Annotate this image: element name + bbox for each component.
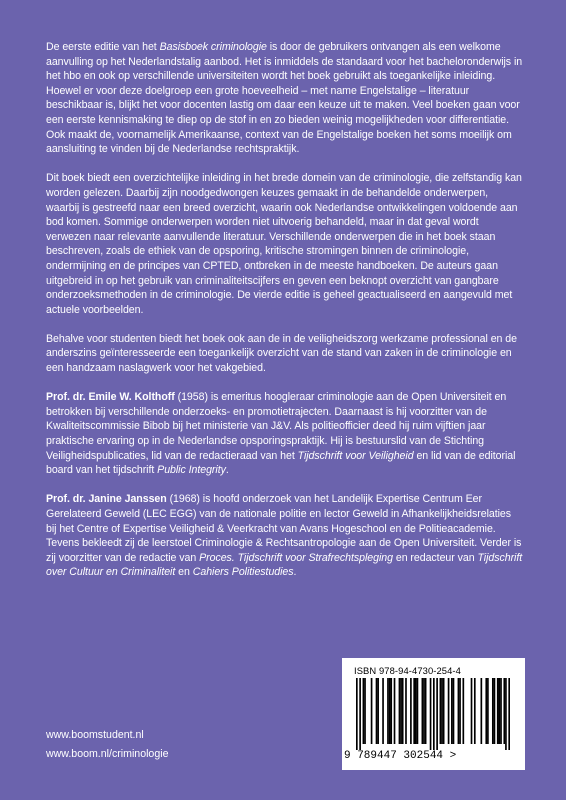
intro-text: De eerste editie van het: [46, 41, 160, 53]
isbn-digits: 9 789447 302544 >: [344, 750, 457, 762]
barcode-bar: [410, 678, 412, 744]
barcode-bar: [471, 678, 473, 744]
footer-links: [46, 726, 168, 764]
barcode-bar: [474, 678, 476, 744]
barcode-bar: [400, 678, 402, 744]
journal-title: Proces. Tijdschrift voor Strafrechtspleging: [199, 551, 393, 564]
barcode-bar: [423, 678, 425, 744]
barcode-bar: [422, 678, 424, 744]
author-bio-text: en redacteur van: [392, 551, 478, 564]
author-name: Prof. dr. Emile W. Kolthoff: [46, 391, 175, 404]
barcode-bar: [417, 678, 419, 744]
barcode-bar: [458, 678, 460, 744]
barcode-bar: [492, 678, 494, 744]
barcode-bar: [371, 678, 373, 744]
barcode-bar: [377, 678, 379, 744]
author-bio-janssen: [46, 492, 524, 580]
intro-paragraph-2: Dit boek biedt een overzichtelijke inleiding in het brede domein van de criminologie, die zelfstandig kan worden gelezen. Daarbij zijn noodgedwongen keuzes gemaakt in de behandelde onderwerpen, waarbij is gestreefd naar een breed overzicht, waarin ook Nederlandse ontwikkelingen voldoende aan bod komen. Sommige onderwerpen worden niet uitvoerig behandeld, maar in dat geval wordt verwezen naar relevante aanvullende literatuur. Verschillende onderwerpen die in het boek staan beschreven, zoals de ethiek van de opsporing, kritische stromingen binnen de criminologie, ondermijning en de principes van CPTED, ontbreken in de meeste handboeken. De auteurs gaan uitgebreid in op het gebruik van criminaliteitscijfers en geven een beknopt overzicht van gangbare onderzoeksmethoden in de criminologie. De vierde editie is geheel geactualiseerd en aangevuld met actuele voorbeelden.: [46, 172, 522, 316]
barcode-bar: [430, 678, 432, 750]
book-title: Basisboek criminologie: [159, 41, 267, 53]
journal-title: Tijdschrift over Cultuur en Criminaliteit: [46, 551, 523, 579]
barcode-bar: [487, 678, 489, 744]
barcode-bar: [441, 678, 443, 744]
barcode-bar: [363, 678, 365, 744]
barcode-bar: [453, 678, 455, 744]
barcode-bar: [394, 678, 396, 744]
barcode-bar: [505, 678, 507, 750]
barcode-bar: [499, 678, 501, 744]
barcode-bar: [448, 678, 450, 744]
author-name: Prof. dr. Janine Janssen: [46, 493, 167, 506]
barcode-bar: [436, 678, 438, 750]
barcode-bars: [356, 678, 510, 750]
barcode-bar: [359, 678, 361, 750]
barcode-bar: [382, 678, 384, 744]
author-bio-kolthoff: [46, 390, 524, 478]
journal-title: Public Integrity: [157, 464, 226, 477]
barcode-bar: [376, 678, 378, 744]
intro-text: is door de gebruikers ontvangen als een welkome aanvulling op het Nederlandstalig aanbod. Het is inmiddels de standaard voor het bacheloronderwijs in het hbo en ook op verschillende universiteiten wordt het boek gebruikt als toegankelijke inleiding. Hoewel er voor deze doelgroep een grote hoeveelheid – met name Engelstalige – literatuur beschikbaar is, blijkt het voor docenten lastig om daar een keuze uit te maken. Veel boeken gaan voor een eerste kennismaking te diep op de stof in en zo bieden weinig mogelijkheden voor differentiatie. Ook maakt de, voornamelijk Amerikaanse, context van de Engelstalige boeken het soms moeilijk om aansluiting te vinden bij de Nederlandse rechtspraktijk.: [46, 41, 523, 156]
barcode-bar: [402, 678, 404, 744]
barcode-bar: [387, 678, 389, 744]
intro-paragraph-1: [46, 40, 524, 157]
isbn-label: ISBN 978-94-4730-254-4: [354, 665, 461, 676]
isbn-barcode: [342, 658, 525, 770]
barcode-bar: [364, 678, 366, 744]
author-bio-text: (1958) is emeritus hoogleraar criminologie aan de Open Universiteit en betrokken bij verschillende onderzoeks- en promotietrajecten. Daarnaast is hij voorzitter van de Kwaliteitscommissie Bibob bij het ministerie van J&V. Als politieofficier deed hij ruim vijftien jaar praktische ervaring op in de Nederlandse opsporingspraktijk. Hij is bestuurslid van de Stichting Veiligheidspublicaties, lid van de redactieraad van het: [46, 391, 507, 462]
back-cover-text: [46, 40, 524, 595]
barcode-bar: [389, 678, 391, 744]
website-link-criminologie[interactable]: www.boom.nl/criminologie: [46, 748, 169, 760]
barcode-bar: [481, 678, 483, 744]
journal-title: Cahiers Politiestudies: [192, 566, 294, 579]
barcode-bar: [497, 678, 499, 744]
barcode-bar: [485, 678, 487, 744]
website-link-boomstudent[interactable]: www.boomstudent.nl: [46, 729, 144, 741]
intro-paragraph-3: Behalve voor studenten biedt het boek ook aan de in de veiligheidszorg werkzame professional en de anderszins geïnteresseerde een toegankelijk overzicht van de stand van zaken in de criminologie en een handzaam naslagwerk voor het vakgebied.: [46, 332, 517, 375]
barcode-bar: [462, 678, 464, 744]
barcode-bar: [390, 678, 392, 744]
barcode-bar: [399, 678, 401, 744]
barcode-bar: [425, 678, 427, 744]
barcode-bar: [443, 678, 445, 744]
author-bio-text: .: [293, 566, 297, 579]
barcode-bar: [500, 678, 502, 744]
barcode-bar: [503, 678, 505, 744]
author-bio-text: en lid van de editorial board van het tijdschrift: [46, 449, 516, 477]
barcode-bar: [356, 678, 358, 750]
barcode-bar: [508, 678, 510, 750]
barcode-bar: [433, 678, 435, 750]
barcode-bar: [415, 678, 417, 744]
barcode-bar: [440, 678, 442, 744]
author-bio-text: .: [225, 464, 229, 477]
author-bio-text: (1968) is hoofd onderzoek van het Landelijk Expertise Centrum Eer Gerelateerd Geweld (LEC EGG) van de nationale politie en lector Geweld in Afhankelijkheidsrelaties bij het Centre of Expertise Veiligheid & Veerkracht van Avans Hogeschool en de Politieacademie. Tevens bekleedt zij de leerstoel Criminologie & Rechtsantropologie aan de Open Universiteit. Verder is zij voorzitter van de redactie van: [46, 493, 522, 564]
barcode-bar: [459, 678, 461, 744]
barcode-bar: [494, 678, 496, 744]
barcode-bar: [405, 678, 407, 744]
barcode-bar: [413, 678, 415, 744]
author-bio-text: en: [175, 566, 193, 579]
barcode-bar: [451, 678, 453, 744]
journal-title: Tijdschrift voor Veiligheid: [297, 449, 414, 462]
